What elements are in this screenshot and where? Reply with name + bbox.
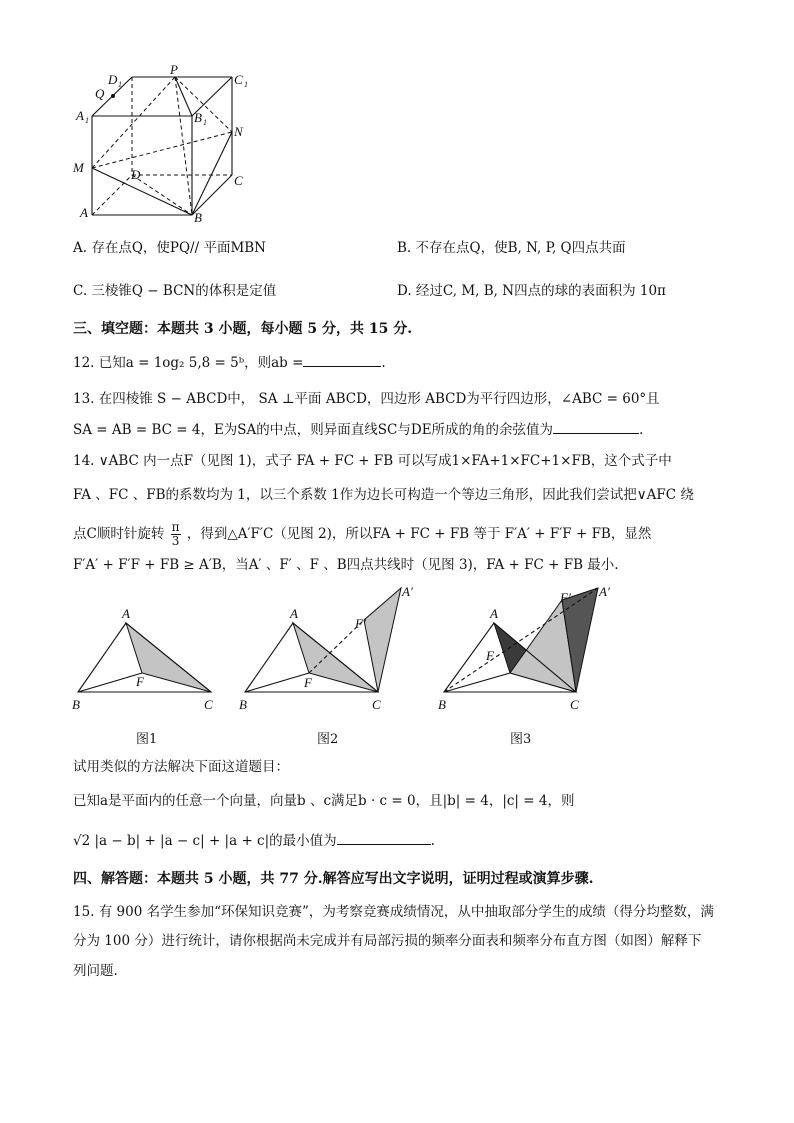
svg-text:1: 1 — [244, 80, 248, 89]
question-13-line1: 13. 在四棱锥 S − ABCD中， SA ⊥平面 ABCD，四边形 ABCD为平行四边形，∠ABC = 60°且 — [73, 391, 660, 407]
svg-text:F′: F′ — [355, 616, 366, 631]
label-D: D — [131, 167, 141, 182]
option-d: D. 经过C, M, B, N四点的球的表面积为 10π — [397, 283, 666, 299]
svg-text:1: 1 — [85, 116, 89, 125]
label-D1: D — [108, 72, 118, 87]
label-C1: C — [234, 72, 243, 87]
label-B1: B — [194, 110, 202, 125]
label-A1: A — [76, 108, 84, 123]
section-3-title: 三、填空题：本题共 3 小题，每小题 5 分，共 15 分. — [73, 321, 413, 337]
svg-text:A: A — [490, 606, 498, 621]
svg-text:F: F — [136, 674, 144, 689]
option-b: B. 不存在点Q，使B, N, P, Q四点共面 — [397, 240, 626, 256]
label-A: A — [80, 205, 88, 220]
question-13-line2: SA = AB = BC = 4，E为SA的中点，则异面直线SC与DE所成的角的余弦值为 . — [73, 422, 644, 438]
label-C: C — [234, 173, 243, 188]
question-15-line1: 15. 有 900 名学生参加“环保知识竞赛”，为考察竞赛成绩情况，从中抽取部分学生的成绩（得分均整数，满 — [73, 904, 714, 920]
question-12: 12. 已知a = 1og₂ 5,8 = 5ᵇ，则ab = . — [73, 355, 386, 371]
task-condition: 已知a是平面内的任意一个向量，向量b 、c满足b · c = 0，且|b| = 4，|c| = 4，则 — [73, 793, 575, 809]
svg-text:C: C — [372, 697, 381, 712]
svg-text:1: 1 — [118, 80, 122, 89]
label-B: B — [194, 210, 202, 225]
svg-text:A: A — [122, 606, 130, 621]
svg-text:B: B — [239, 697, 247, 712]
caption-figure-2: 图2 — [317, 732, 339, 747]
question-14-line2: FA 、FC 、FB的系数均为 1，以三个系数 1作为边长可构造一个等边三角形，因此我们尝试把∨AFC 绕 — [73, 487, 694, 503]
question-14-line4: F′A′ + F′F + FB ≥ A′B，当A′ 、F′ 、F 、B四点共线时（见图 3)，FA + FC + FB 最小. — [73, 557, 619, 573]
question-15-line2: 分为 100 分）进行统计，请你根据尚未完成并有局部污损的频率分面表和频率分布直方图（如图）解释下 — [73, 933, 702, 949]
section-4-title: 四、解答题：本题共 5 小题，共 77 分.解答应写出文字说明，证明过程或演算步骤. — [73, 871, 594, 887]
svg-text:B: B — [438, 697, 446, 712]
svg-text:C: C — [570, 697, 579, 712]
svg-text:F: F — [304, 675, 312, 690]
svg-text:F: F — [486, 648, 494, 663]
svg-text:B: B — [72, 697, 80, 712]
option-a: A. 存在点Q，使PQ// 平面MBN — [73, 240, 266, 256]
figure-3 — [436, 580, 626, 723]
svg-text:F′: F′ — [560, 590, 571, 605]
task-question: √2 |a − b| + |a − c| + |a + c|的最小值为 . — [73, 833, 435, 849]
label-P: P — [170, 62, 178, 77]
figure-1 — [68, 603, 228, 723]
svg-text:A: A — [290, 606, 298, 621]
svg-text:C: C — [204, 697, 213, 712]
svg-text:A′: A′ — [402, 584, 413, 599]
task-intro: 试用类似的方法解决下面这道题目： — [73, 759, 289, 775]
caption-figure-1: 图1 — [136, 732, 158, 747]
question-14-line1: 14. ∨ABC 内一点F（见图 1)，式子 FA + FC + FB 可以写成1×FA+1×FC+1×FB，这个式子中 — [73, 453, 672, 469]
svg-text:A′: A′ — [599, 584, 610, 599]
caption-figure-3: 图3 — [510, 732, 532, 747]
option-c: C. 三棱锥Q − BCN的体积是定值 — [73, 283, 277, 299]
label-Q: Q — [95, 86, 105, 101]
label-M: M — [73, 160, 84, 175]
question-15-line3: 列问题. — [73, 963, 118, 979]
figure-2 — [238, 580, 428, 723]
svg-text:1: 1 — [203, 118, 207, 127]
label-N: N — [234, 124, 243, 139]
question-14-line3: 点C顺时针旋转 $\frac{\pi}{3}$ ，得到△A′F′C（见图 2)，所以FA + FC + FB 等于 F′A′ + F′F + FB，显然 — [73, 520, 652, 548]
cube-figure — [68, 62, 268, 232]
